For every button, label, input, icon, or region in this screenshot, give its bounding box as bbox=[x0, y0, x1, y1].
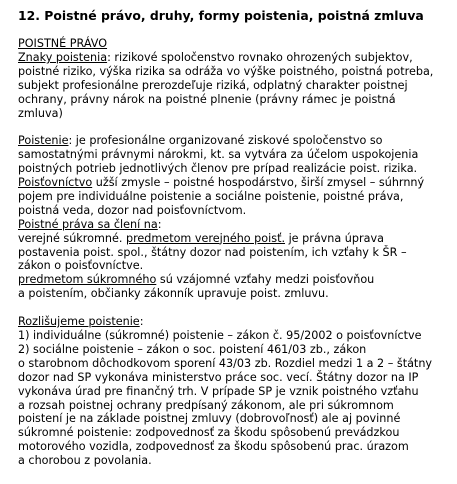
clenenie-line: je právna úprava bbox=[285, 231, 384, 245]
znaky-line: : rizikové spoločenstvo rovnako ohrozených subjektov, bbox=[107, 50, 413, 64]
clenenie-line: verejné súkromné. bbox=[18, 231, 126, 245]
poistovnictvo-paragraph bbox=[18, 176, 450, 218]
poistenie-label: Poistenie bbox=[18, 134, 69, 148]
rozlisujeme-colon: : bbox=[139, 315, 144, 329]
poistenie-line: : je profesionálne organizované ziskové spoločenstvo so bbox=[68, 134, 383, 148]
clenenie-line: zákon o poisťovníctve. bbox=[18, 259, 144, 273]
rozlisujeme-paragraph bbox=[18, 315, 450, 468]
rozlisujeme-line: motorového vozidla, zodpovednosť za škodu spôsobenú prac. úrazom bbox=[18, 440, 409, 454]
rozlisujeme-line: súkromné poistenie: zodpovednosť za škodu spôsobenú prevádzkou bbox=[18, 426, 400, 440]
znaky-line: ochrany, právny nárok na poistné plnenie (právny rámec je poistná bbox=[18, 92, 396, 106]
section-title: POISTNÉ PRÁVO bbox=[18, 37, 108, 50]
rozlisujeme-line: 1) individuálne (súkromné) poistenie – zákon č. 95/2002 o poisťovníctve bbox=[18, 329, 422, 342]
clenenie-line: sú vzájomné vzťahy medzi poisťovňou bbox=[156, 273, 375, 287]
poistovnictvo-label: Poisťovníctvo bbox=[18, 176, 93, 190]
poistenie-paragraph bbox=[18, 134, 450, 176]
clenenie-line: a poistením, občianky zákonník upravuje poist. zmluvu. bbox=[18, 287, 329, 301]
znaky-label: Znaky poistenia bbox=[18, 50, 108, 64]
rozlisujeme-line: o starobnom dôchodkovom sporení 43/03 zb. Rozdiel medzi 1 a 2 – štátny bbox=[18, 356, 433, 370]
rozlisujeme-line: a chorobou z povolania. bbox=[18, 454, 152, 468]
znaky-line: zmluva) bbox=[18, 106, 63, 120]
clenenie-label: Poistné práva sa člení na bbox=[18, 217, 158, 231]
poistovnictvo-line: užší zmysle – poistné hospodárstvo, širší zmysel – súhrnný bbox=[92, 176, 425, 190]
clenenie-colon: : bbox=[157, 217, 162, 231]
verejne-poistenie-term: predmetom verejného poisť. bbox=[125, 231, 286, 245]
rozlisujeme-line: vykonáva úrad pre finančný trh. V prípade SP je vznik poistného vzťahu bbox=[18, 384, 419, 398]
poistovnictvo-line: poistná veda, dozor nad poisťovníctvom. bbox=[18, 203, 247, 217]
document-page bbox=[18, 8, 450, 468]
rozlisujeme-line: a rozsah poistnej ochrany predpísaný zákonom, ale pri súkromnom bbox=[18, 398, 394, 412]
paragraph-spacer bbox=[18, 301, 450, 315]
znaky-line: poistné riziko, výška rizika sa odráža vo výške poistného, poistná potreba, bbox=[18, 64, 434, 78]
znaky-paragraph bbox=[18, 51, 450, 121]
rozlisujeme-label: Rozlišujeme poistenie bbox=[18, 315, 140, 329]
rozlisujeme-line: poistení je na základe poistnej zmluvy (dobrovoľnosť) ale aj povinné bbox=[18, 412, 401, 426]
paragraph-spacer bbox=[18, 120, 450, 134]
rozlisujeme-line: 2) sociálne poistenie – zákon o soc. poistení 461/03 zb., zákon bbox=[18, 342, 367, 356]
clenenie-line: postavenia poist. spol., štátny dozor nad poistením, ich vzťahy k ŠR – bbox=[18, 245, 407, 259]
poistenie-line: poistných potrieb jednotlivých členov pre prípad realizácie poist. rizika. bbox=[18, 162, 418, 176]
poistenie-line: samostatnými právnymi nárokmi, kt. sa vytvára za účelom uspokojenia bbox=[18, 148, 419, 162]
rozlisujeme-line: dozor nad SP vykonáva ministerstvo práce soc. vecí. Štátny dozor na IP bbox=[18, 370, 419, 384]
section-heading: 12. Poistné právo, druhy, formy poistenia, poistná zmluva bbox=[18, 8, 424, 23]
poistovnictvo-line: pojem pre individuálne poistenie a sociálne poistenie, poistné práva, bbox=[18, 189, 404, 203]
clenenie-paragraph bbox=[18, 218, 450, 301]
znaky-line: subjekt profesionálne prerozdeľuje riziká, odplatný charakter poistnej bbox=[18, 78, 408, 92]
sukromne-poistenie-term: predmetom súkromného bbox=[18, 273, 157, 287]
